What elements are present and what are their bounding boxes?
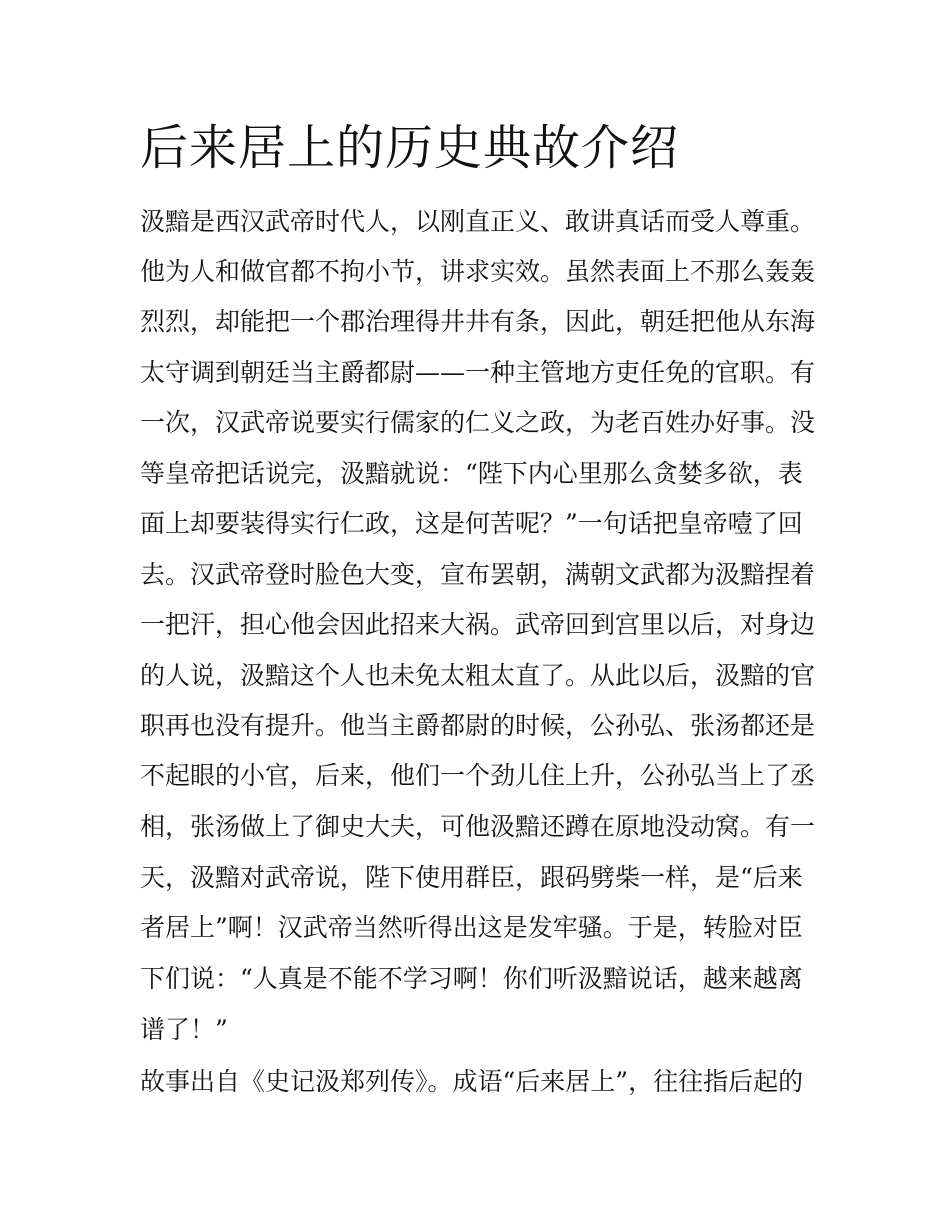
text-line: 谱了！” bbox=[140, 1015, 228, 1044]
text-line: 的人说，汲黯这个人也未免太粗太直了。从此以后，汲黯的官 bbox=[140, 661, 816, 690]
text-line: 职再也没有提升。他当主爵都尉的时候，公孙弘、张汤都还是 bbox=[140, 711, 816, 740]
page-title: 后来居上的历史典故介绍 bbox=[140, 120, 680, 176]
text-line: 一把汗，担心他会因此招来大祸。武帝回到宫里以后，对身边 bbox=[140, 610, 816, 639]
text-line: 一次，汉武帝说要实行儒家的仁义之政，为老百姓办好事。没 bbox=[140, 408, 816, 437]
text-line: 太守调到朝廷当主爵都尉——一种主管地方吏任免的官职。有 bbox=[140, 358, 816, 387]
text-line: 故事出自《史记汲郑列传》。成语“后来居上”，往往指后起的 bbox=[140, 1067, 804, 1096]
text-line: 者居上”啊！汉武帝当然听得出这是发牢骚。于是，转脸对臣 bbox=[140, 913, 803, 942]
text-line: 等皇帝把话说完，汲黯就说：“陛下内心里那么贪婪多欲，表 bbox=[140, 459, 803, 488]
text-line: 不起眼的小官，后来，他们一个劲儿住上升，公孙弘当上了丞 bbox=[140, 761, 816, 790]
text-line: 天，汲黯对武帝说，陛下使用群臣，跟码劈柴一样，是“后来 bbox=[140, 863, 803, 892]
text-line: 面上却要装得实行仁政，这是何苦呢？”一句话把皇帝噎了回 bbox=[140, 509, 803, 538]
text-line: 他为人和做官都不拘小节，讲求实效。虽然表面上不那么轰轰 bbox=[140, 257, 816, 286]
text-line: 烈烈，却能把一个郡治理得井井有条，因此，朝廷把他从东海 bbox=[140, 307, 816, 336]
text-line: 下们说：“人真是不能不学习啊！你们听汲黯说话，越来越离 bbox=[140, 964, 803, 993]
text-line: 汲黯是西汉武帝时代人，以刚直正义、敢讲真话而受人尊重。 bbox=[140, 207, 816, 236]
text-line: 去。汉武帝登时脸色大变，宣布罢朝，满朝文武都为汲黯捏着 bbox=[140, 560, 816, 589]
text-line: 相，张汤做上了御史大夫，可他汲黯还蹲在原地没动窝。有一 bbox=[140, 812, 816, 841]
